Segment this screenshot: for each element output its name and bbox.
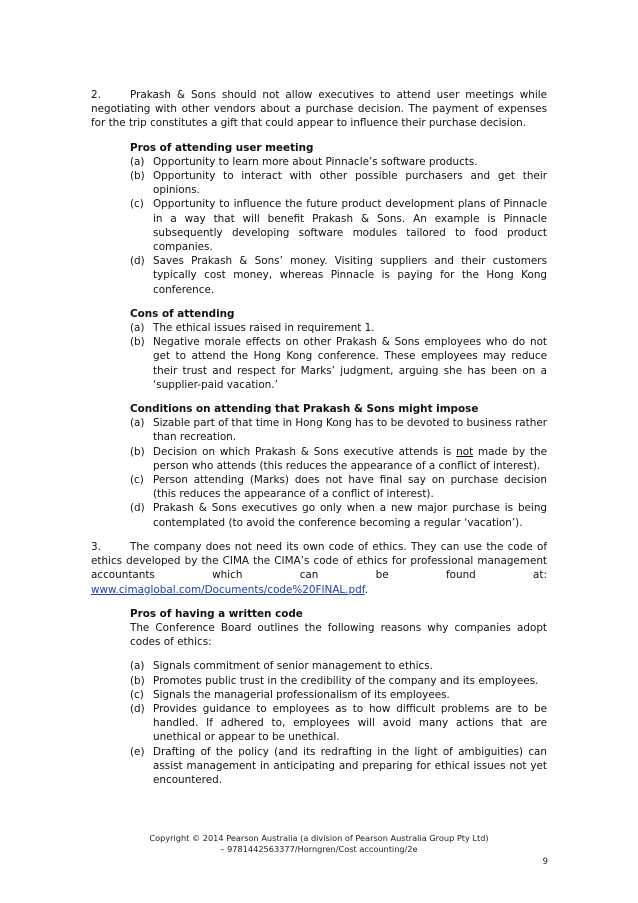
list-marker: (d) — [130, 255, 145, 268]
q2-conditions-list — [130, 416, 547, 530]
list-item-text: Signals commitment of senior management to ethics. — [153, 660, 433, 673]
list-marker: (a) — [130, 322, 145, 335]
list-item-text: Opportunity to influence the future product development plans of Pinnacle in a way that will benefit Prakash & Sons. An example is Pinnacle subsequently developing software modules tailored to food product companies. — [153, 198, 547, 254]
q2-number: 2. — [91, 89, 101, 101]
q2-cons-list — [130, 321, 547, 392]
list-item — [130, 169, 547, 197]
list-marker: (e) — [130, 745, 145, 758]
list-marker: (b) — [130, 336, 145, 349]
list-marker: (d) — [130, 502, 145, 515]
document-page — [91, 88, 547, 797]
list-item-text: Drafting of the policy (and its redrafting in the light of ambiguities) can assist management in anticipating and preparing for ethical issues not yet encountered. — [153, 745, 547, 786]
list-item-text: Promotes public trust in the credibility of the company and its employees. — [153, 674, 539, 687]
q2-conditions-section — [130, 402, 547, 530]
q3-pros-intro: The Conference Board outlines the following reasons why companies adopt codes of ethics: — [130, 621, 547, 649]
list-item — [130, 416, 547, 444]
list-item — [130, 335, 547, 392]
list-item-text: Prakash & Sons executives go only when a new major purchase is being contemplated (to avoid the conference becoming a regular ‘vacation’). — [153, 502, 547, 529]
q2-pros-list — [130, 155, 547, 297]
q3-paragraph — [91, 540, 547, 597]
list-item — [130, 702, 547, 745]
q3-link-suffix: . — [364, 583, 368, 596]
page-number: 9 — [542, 856, 548, 866]
list-item — [130, 501, 547, 529]
list-marker: (a) — [130, 155, 145, 168]
list-item-text: Sizable part of that time in Hong Kong has to be devoted to business rather than recreation. — [153, 417, 548, 444]
list-item-text: Signals the managerial professionalism of its employees. — [153, 688, 450, 701]
page-footer — [0, 833, 638, 855]
list-item-text: The ethical issues raised in requirement 1. — [153, 322, 375, 335]
list-item-text: Person attending (Marks) does not have final say on purchase decision (this reduces the appearance of a conflict of interest). — [153, 474, 547, 501]
list-marker: (c) — [130, 688, 144, 701]
list-item — [130, 745, 547, 788]
q3-pros-list — [130, 659, 547, 787]
q3-pros-heading: Pros of having a written code — [130, 607, 303, 620]
list-item — [130, 321, 547, 335]
q2-cons-heading: Cons of attending — [130, 307, 235, 320]
q2-pros-section — [130, 141, 547, 297]
list-item-text: Opportunity to interact with other possible purchasers and get their opinions. — [153, 170, 547, 197]
list-item-text: Saves Prakash & Sons’ money. Visiting suppliers and their customers typically cost money, whereas Pinnacle is paying for the Hong Kong conference. — [153, 255, 547, 296]
q2-cons-section — [130, 307, 547, 392]
list-item — [130, 445, 547, 473]
list-item — [130, 688, 547, 702]
underlined-word: not — [456, 445, 474, 458]
list-item — [130, 659, 547, 673]
list-item — [130, 155, 547, 169]
cima-code-link[interactable]: www.cimaglobal.com/Documents/code%20FINAL.pdf — [91, 583, 365, 596]
list-marker: (a) — [130, 660, 145, 673]
list-marker: (c) — [130, 198, 144, 211]
copyright-line: Copyright © 2014 Pearson Australia (a division of Pearson Australia Group Pty Ltd) — [149, 833, 489, 843]
list-item — [130, 674, 547, 688]
isbn-line: – 9781442563377/Horngren/Cost accounting/2e — [220, 844, 418, 854]
q2-conditions-heading: Conditions on attending that Prakash & Sons might impose — [130, 403, 479, 416]
list-item — [130, 197, 547, 254]
q3-number: 3. — [91, 540, 101, 553]
q3-pros-section — [130, 607, 547, 787]
list-marker: (c) — [130, 474, 144, 487]
q2-pros-heading: Pros of attending user meeting — [130, 141, 314, 154]
list-item-text: Provides guidance to employees as to how difficult problems are to be handled. If adhered to, employees will avoid many actions that are unethical or appear to be unethical. — [153, 702, 547, 744]
list-item — [130, 473, 547, 501]
q2-paragraph — [91, 88, 547, 131]
list-item-text-end: made by the person who attends (this reduces the appearance of a conflict of interest). — [153, 445, 548, 472]
list-marker: (b) — [130, 674, 145, 687]
list-marker: (b) — [130, 445, 145, 458]
list-item-text: Negative morale effects on other Prakash & Sons employees who do not get to attend the Hong Kong conference. These employees may reduce their trust and respect for Marks’ judgment, arguing she has been on a ‘supplier-paid vacation.’ — [153, 336, 547, 391]
list-item — [130, 254, 547, 297]
list-marker: (d) — [130, 702, 145, 715]
list-item-text: Opportunity to learn more about Pinnacle’s software products. — [153, 155, 478, 168]
list-item-text-start: Decision on which Prakash & Sons executive attends is — [153, 445, 457, 458]
list-marker: (b) — [130, 170, 145, 183]
q2-text: Prakash & Sons should not allow executives to attend user meetings while negotiating with other vendors about a purchase decision. The payment of expenses for the trip constitutes a gift that could appear to influence their purchase decision. — [91, 89, 547, 130]
q3-text: The company does not need its own code of ethics. They can use the code of ethics developed by the CIMA the CIMA’s code of ethics for professional management accountants which can be found at: — [91, 540, 547, 582]
list-marker: (a) — [130, 417, 145, 430]
